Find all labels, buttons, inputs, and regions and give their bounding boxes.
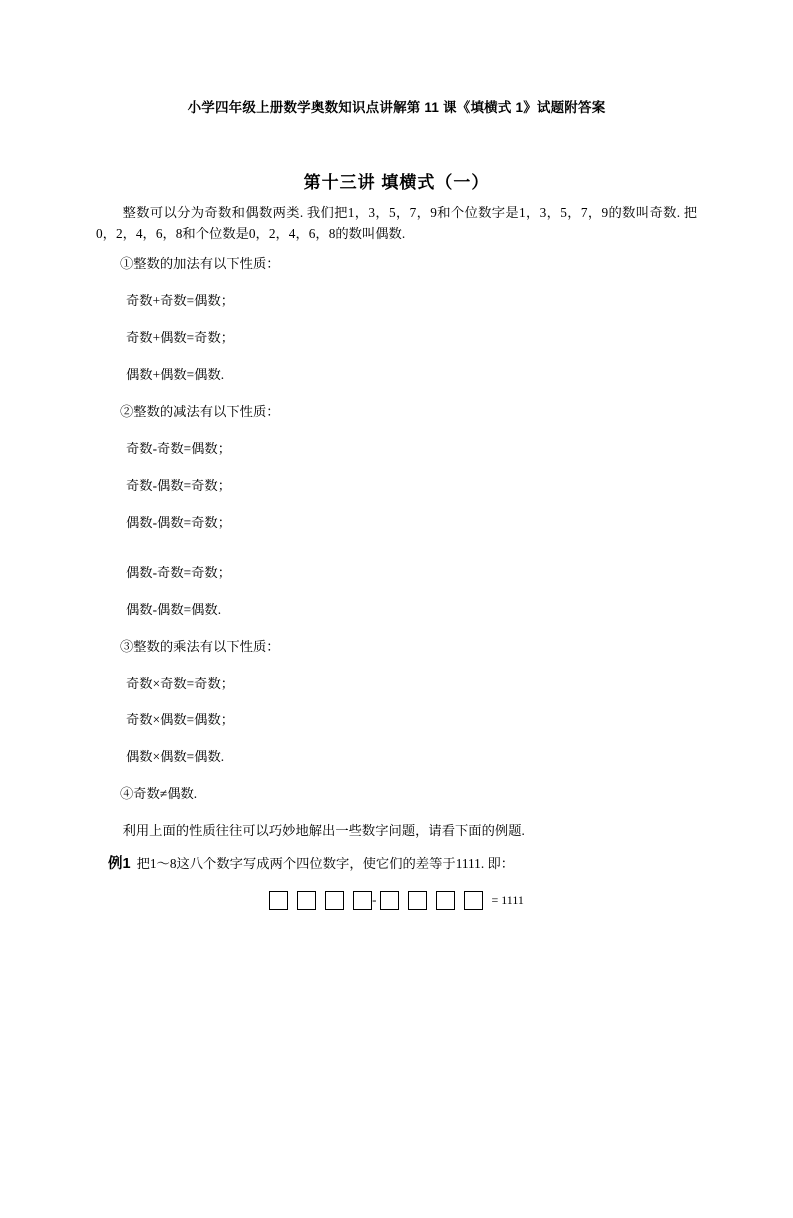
section-heading-multiplication: ③整数的乘法有以下性质： — [120, 638, 280, 654]
document-page — [0, 96, 793, 1218]
section-heading-addition: ①整数的加法有以下性质： — [120, 256, 280, 272]
note-inequality: ④奇数≠偶数. — [120, 786, 198, 802]
intro-paragraph: 整数可以分为奇数和偶数两类. 我们把1，3，5，7，9和个位数字是1，3，5，7，9的数叫奇数. 把0，2，4，6，8和个位数是0，2，4，6，8的数叫偶数. — [96, 205, 697, 241]
blank-box[interactable] — [353, 891, 372, 910]
blank-box[interactable] — [464, 891, 483, 910]
right-operand-boxes — [380, 891, 483, 910]
equation-result: = 1111 — [491, 892, 524, 907]
equation-row — [96, 891, 697, 910]
example-text: 把1～8这八个数字写成两个四位数字，使它们的差等于1111. 即： — [136, 855, 515, 871]
blank-box[interactable] — [436, 891, 455, 910]
example-1-line — [96, 852, 697, 873]
blank-box[interactable] — [269, 891, 288, 910]
closing-paragraph: 利用上面的性质往往可以巧妙地解出一些数字问题，请看下面的例题. — [122, 823, 525, 839]
blank-box[interactable] — [297, 891, 316, 910]
rule-subtraction-3: 偶数-偶数=奇数； — [126, 514, 232, 530]
blank-box[interactable] — [325, 891, 344, 910]
rule-addition-1: 奇数+奇数=偶数； — [126, 293, 235, 309]
rule-multiplication-2: 奇数×偶数=偶数； — [126, 712, 235, 728]
blank-box[interactable] — [408, 891, 427, 910]
rule-addition-3: 偶数+偶数=偶数. — [126, 367, 225, 383]
rule-subtraction-2: 奇数-偶数=奇数； — [126, 477, 232, 493]
document-header: 小学四年级上册数学奥数知识点讲解第 11 课《填横式 1》试题附答案 — [187, 100, 606, 115]
rule-addition-2: 奇数+偶数=奇数； — [126, 330, 235, 346]
rule-subtraction-1: 奇数-奇数=偶数； — [126, 440, 232, 456]
rule-multiplication-3: 偶数×偶数=偶数. — [126, 749, 225, 765]
rule-subtraction-5: 偶数-偶数=偶数. — [126, 601, 222, 617]
rule-multiplication-1: 奇数×奇数=奇数； — [126, 675, 235, 691]
example-label: 例1 — [108, 855, 131, 872]
blank-box[interactable] — [380, 891, 399, 910]
left-operand-boxes — [269, 891, 372, 910]
minus-operator-icon: - — [372, 892, 377, 908]
rule-subtraction-4: 偶数-奇数=奇数； — [126, 564, 232, 580]
page-title: 第十三讲 填横式（一） — [303, 173, 490, 192]
section-heading-subtraction: ②整数的减法有以下性质： — [120, 403, 280, 419]
